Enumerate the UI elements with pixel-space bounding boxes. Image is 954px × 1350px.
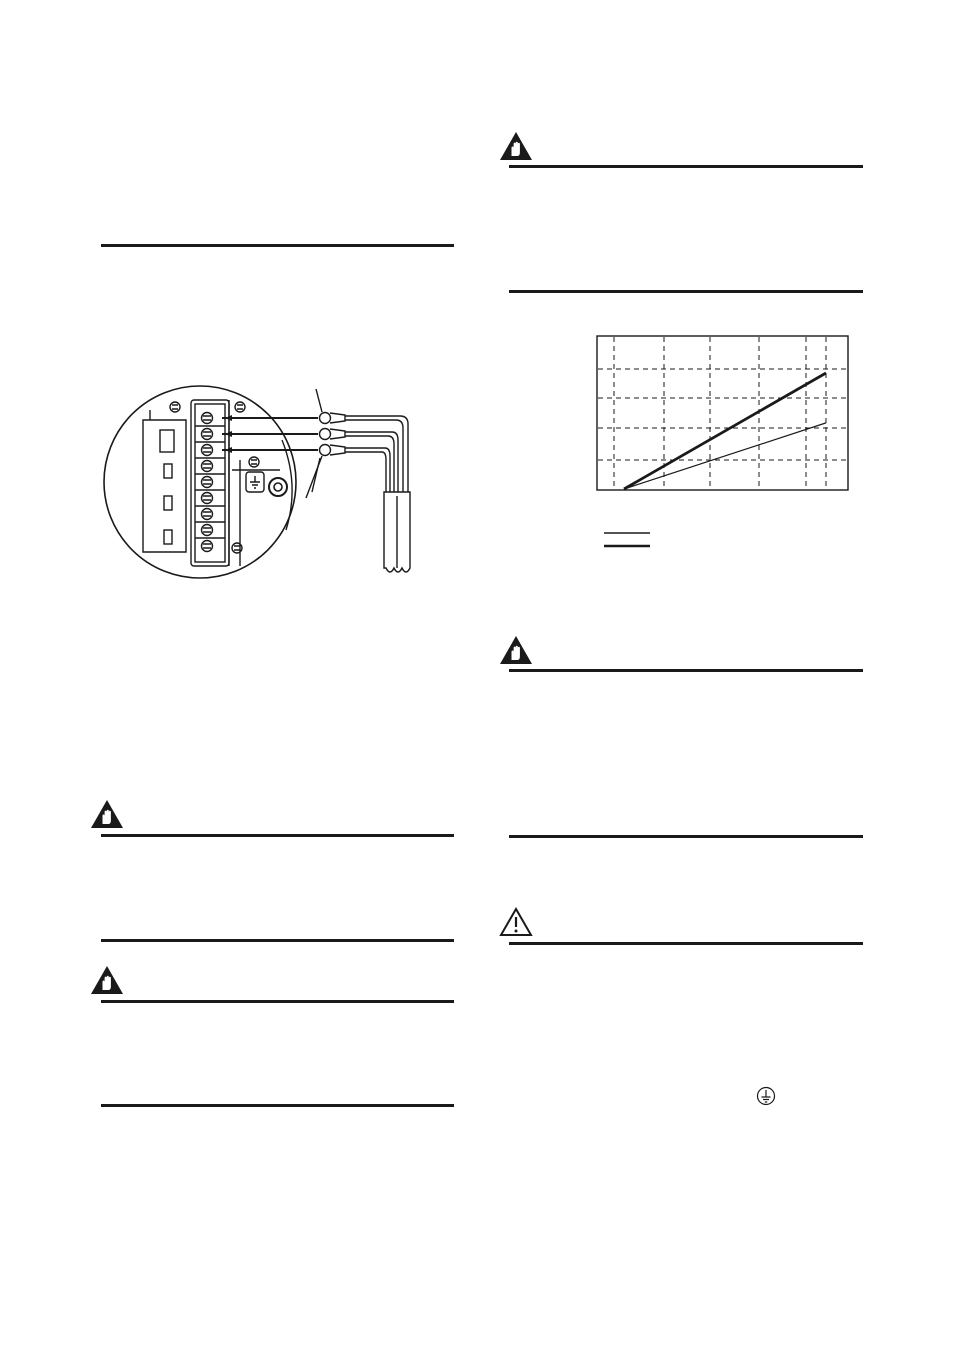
important-hand-icon: [90, 965, 124, 995]
section-rule-left-2: [101, 834, 454, 837]
section-rule-right-4: [509, 835, 863, 838]
section-rule-left-5: [101, 1104, 454, 1107]
linear-relationship-graph: [592, 332, 852, 552]
important-hand-icon: [499, 131, 533, 161]
important-hand-icon: [90, 799, 124, 829]
series-line-thick: [624, 373, 826, 489]
terminal-block-wiring-diagram: [100, 380, 420, 580]
section-rule-right-1: [509, 165, 863, 168]
protective-ground-icon: [756, 1086, 776, 1106]
section-rule-left-1: [101, 244, 454, 247]
section-rule-left-3: [101, 939, 454, 942]
section-rule-right-2: [509, 290, 863, 293]
section-rule-right-5: [509, 942, 863, 945]
important-hand-icon: [499, 635, 533, 665]
caution-triangle-icon: [499, 907, 533, 937]
series-line-thin: [624, 423, 826, 489]
section-rule-left-4: [101, 1000, 454, 1003]
section-rule-right-3: [509, 669, 863, 672]
plot-frame: [597, 336, 848, 490]
